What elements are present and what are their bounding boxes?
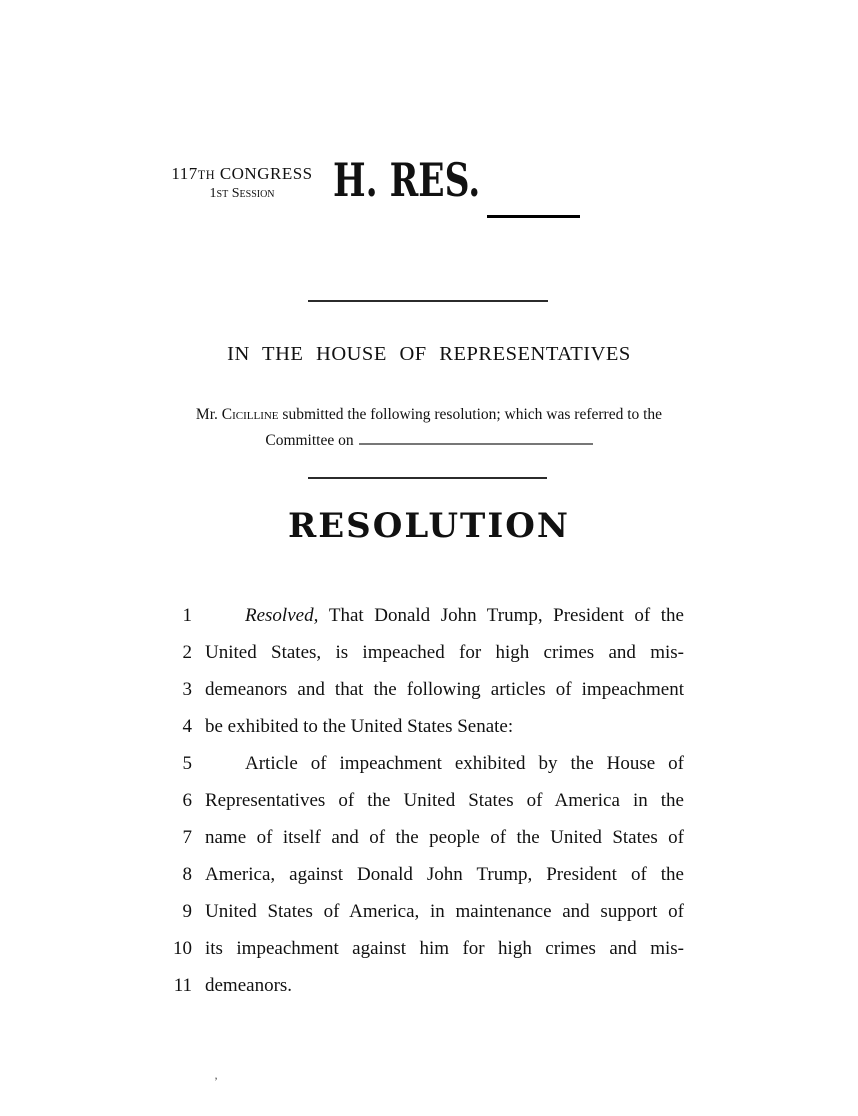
session-number: 1 [209,185,217,201]
bill-number: H. RES. [333,153,481,207]
session-line [164,186,320,202]
line-number: 6 [182,790,192,811]
line-number: 1 [182,605,192,626]
line-text-rest: That Donald John Trump, President of the [328,605,684,626]
body-line [172,710,684,747]
line-number: 7 [182,827,192,848]
body-line [172,858,684,895]
congress-word: CONGRESS [219,164,313,183]
line-text: demeanors. [205,975,293,996]
action-text: submitted the following resolution; which was referred to the [282,406,663,423]
line-number: 11 [173,975,192,996]
chamber-heading: IN THE HOUSE OF REPRESENTATIVES [227,343,631,365]
line-text [205,599,684,636]
congress-ordinal: TH [197,168,216,182]
line-number: 10 [173,938,192,959]
line-number: 8 [182,864,192,885]
resolved-italic: Resolved, [245,605,329,626]
body-line [172,895,684,932]
sponsor-prefix: Mr. [195,406,218,423]
body-line [172,636,684,673]
line-text: name of itself and of the people of the United States of [205,827,684,848]
line-text: United States of America, in maintenance and support of [205,901,684,922]
line-number: 4 [182,716,192,737]
congress-number: 117 [171,164,198,183]
line-number: 3 [182,679,192,700]
line-text: America, against Donald John Trump, President of the [205,864,684,885]
body-line [172,969,684,1006]
body-line [172,784,684,821]
session-word: Session [231,185,275,201]
committee-label: Committee on [265,432,354,449]
body-line [172,932,684,969]
line-text: United States, is impeached for high crimes and mis- [205,642,684,663]
scan-artifact: ’ [214,1074,218,1088]
committee-blank-line [359,429,593,445]
separator-rule-middle [308,477,547,479]
line-text: its impeachment against him for high crimes and mis- [205,938,684,959]
resolution-body [172,599,684,1006]
body-line [172,599,684,636]
body-line [172,673,684,710]
body-line [172,821,684,858]
body-line [172,747,684,784]
congress-line [164,164,320,184]
session-ordinal: ST [216,188,229,200]
line-number: 2 [182,642,192,663]
bill-number-blank-line [487,215,580,218]
sponsor-name: Cicilline [221,406,279,423]
separator-rule-top [308,300,548,302]
line-text: be exhibited to the United States Senate: [205,716,514,737]
line-text: Representatives of the United States of America in the [205,790,684,811]
line-number: 5 [182,753,192,774]
line-text: Article of impeachment exhibited by the House of [245,753,684,774]
action-paragraph [129,402,729,454]
document-title: RESOLUTION [288,506,570,546]
congress-session-block [164,164,320,202]
line-number: 9 [182,901,192,922]
line-text: demeanors and that the following articles of impeachment [205,679,684,700]
